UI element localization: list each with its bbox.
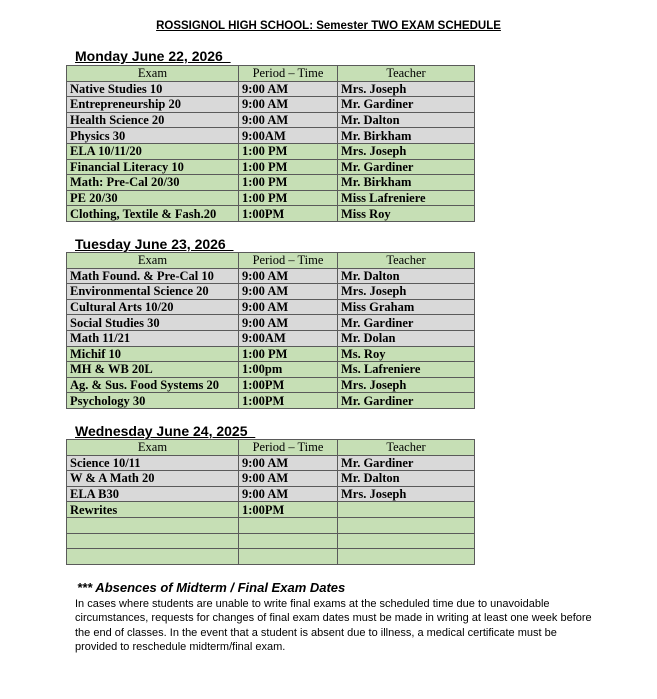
exam-cell: Entrepreneurship 20 [67, 97, 239, 113]
teacher-cell: Mrs. Joseph [338, 284, 475, 300]
exam-cell: Math 11/21 [67, 330, 239, 346]
time-cell: 1:00PM [239, 502, 338, 518]
teacher-cell: Mr. Dalton [338, 471, 475, 487]
exam-cell: Health Science 20 [67, 112, 239, 128]
column-header-teacher: Teacher [338, 440, 475, 456]
exam-cell: Ag. & Sus. Food Systems 20 [67, 377, 239, 393]
teacher-cell: Mr. Birkham [338, 128, 475, 144]
teacher-cell [338, 502, 475, 518]
time-cell: 9:00 AM [239, 81, 338, 97]
teacher-cell: Miss Graham [338, 299, 475, 315]
table-row [67, 299, 475, 315]
teacher-cell: Mr. Dalton [338, 112, 475, 128]
time-cell: 1:00PM [239, 377, 338, 393]
exam-cell: Michif 10 [67, 346, 239, 362]
table-row [67, 362, 475, 378]
table-row [67, 175, 475, 191]
time-cell: 1:00 PM [239, 143, 338, 159]
teacher-cell: Mr. Gardiner [338, 97, 475, 113]
exam-cell: Psychology 30 [67, 393, 239, 409]
teacher-cell: Ms. Roy [338, 346, 475, 362]
exam-cell: Math Found. & Pre-Cal 10 [67, 268, 239, 284]
table-row [67, 268, 475, 284]
time-cell: 9:00 AM [239, 486, 338, 502]
time-cell: 1:00 PM [239, 175, 338, 191]
table-row [67, 190, 475, 206]
schedule-table-wednesday [66, 439, 475, 565]
exam-cell: Financial Literacy 10 [67, 159, 239, 175]
exam-cell: Rewrites [67, 502, 239, 518]
time-cell: 1:00 PM [239, 190, 338, 206]
time-cell: 1:00PM [239, 393, 338, 409]
table-row [67, 533, 475, 549]
table-row [67, 112, 475, 128]
teacher-cell: Ms. Lafreniere [338, 362, 475, 378]
teacher-cell: Mrs. Joseph [338, 486, 475, 502]
exam-cell: Social Studies 30 [67, 315, 239, 331]
column-header-exam: Exam [67, 66, 239, 82]
teacher-cell: Miss Lafreniere [338, 190, 475, 206]
table-row [67, 143, 475, 159]
teacher-cell: Mrs. Joseph [338, 377, 475, 393]
teacher-cell: Mr. Birkham [338, 175, 475, 191]
time-cell: 9:00 AM [239, 97, 338, 113]
table-row [67, 393, 475, 409]
time-cell: 9:00 AM [239, 299, 338, 315]
table-row [67, 346, 475, 362]
time-cell [239, 517, 338, 533]
time-cell [239, 533, 338, 549]
exam-cell: Cultural Arts 10/20 [67, 299, 239, 315]
schedule-table-tuesday [66, 252, 475, 409]
column-header-time: Period – Time [239, 66, 338, 82]
exam-cell: PE 20/30 [67, 190, 239, 206]
teacher-cell [338, 549, 475, 565]
time-cell: 9:00 AM [239, 455, 338, 471]
teacher-cell [338, 533, 475, 549]
exam-cell: Clothing, Textile & Fash.20 [67, 206, 239, 222]
table-header-row [67, 66, 475, 82]
teacher-cell: Mr. Dolan [338, 330, 475, 346]
teacher-cell: Mrs. Joseph [338, 81, 475, 97]
table-header-row [67, 440, 475, 456]
time-cell: 9:00 AM [239, 268, 338, 284]
day-heading-tuesday: Tuesday June 23, 2026 [75, 236, 234, 252]
time-cell: 1:00 PM [239, 346, 338, 362]
table-row [67, 517, 475, 533]
table-row [67, 471, 475, 487]
exam-cell: W & A Math 20 [67, 471, 239, 487]
day-heading-monday: Monday June 22, 2026 [75, 48, 231, 64]
exam-cell: ELA 10/11/20 [67, 143, 239, 159]
table-row [67, 455, 475, 471]
column-header-time: Period – Time [239, 440, 338, 456]
table-row [67, 128, 475, 144]
absence-note-body: In cases where students are unable to write final exams at the scheduled time due to unavoidable circumstances, requests for changes of final exam dates must be made in writing at least one week before the end of classes. In the event that a student is absent due to illness, a medical certificate must be provided to reschedule midterm/final exam. [75, 598, 592, 653]
time-cell: 9:00 AM [239, 112, 338, 128]
table-row [67, 206, 475, 222]
time-cell: 9:00 AM [239, 315, 338, 331]
time-cell: 9:00 AM [239, 284, 338, 300]
table-row [67, 284, 475, 300]
exam-cell: Native Studies 10 [67, 81, 239, 97]
column-header-teacher: Teacher [338, 66, 475, 82]
column-header-teacher: Teacher [338, 253, 475, 269]
table-row [67, 549, 475, 565]
column-header-exam: Exam [67, 440, 239, 456]
teacher-cell: Mr. Gardiner [338, 159, 475, 175]
schedule-table-monday [66, 65, 475, 222]
exam-cell: Math: Pre-Cal 20/30 [67, 175, 239, 191]
table-row [67, 159, 475, 175]
time-cell: 9:00AM [239, 330, 338, 346]
table-row [67, 377, 475, 393]
exam-cell [67, 517, 239, 533]
day-heading-wednesday: Wednesday June 24, 2025 [75, 423, 256, 439]
teacher-cell: Mr. Gardiner [338, 315, 475, 331]
table-row [67, 330, 475, 346]
teacher-cell: Mrs. Joseph [338, 143, 475, 159]
time-cell: 1:00PM [239, 206, 338, 222]
exam-cell: Physics 30 [67, 128, 239, 144]
absence-note-heading: *** Absences of Midterm / Final Exam Dates [77, 580, 346, 595]
teacher-cell: Mr. Gardiner [338, 455, 475, 471]
exam-cell [67, 549, 239, 565]
exam-cell: MH & WB 20L [67, 362, 239, 378]
exam-cell: Science 10/11 [67, 455, 239, 471]
table-row [67, 502, 475, 518]
document-title: ROSSIGNOL HIGH SCHOOL: Semester TWO EXAM SCHEDULE [156, 20, 501, 32]
table-row [67, 97, 475, 113]
time-cell: 1:00pm [239, 362, 338, 378]
exam-cell: ELA B30 [67, 486, 239, 502]
teacher-cell: Miss Roy [338, 206, 475, 222]
table-row [67, 81, 475, 97]
exam-cell [67, 533, 239, 549]
column-header-exam: Exam [67, 253, 239, 269]
table-row [67, 315, 475, 331]
teacher-cell [338, 517, 475, 533]
table-header-row [67, 253, 475, 269]
teacher-cell: Mr. Gardiner [338, 393, 475, 409]
time-cell [239, 549, 338, 565]
time-cell: 9:00AM [239, 128, 338, 144]
column-header-time: Period – Time [239, 253, 338, 269]
teacher-cell: Mr. Dalton [338, 268, 475, 284]
time-cell: 1:00 PM [239, 159, 338, 175]
table-row [67, 486, 475, 502]
exam-cell: Environmental Science 20 [67, 284, 239, 300]
time-cell: 9:00 AM [239, 471, 338, 487]
